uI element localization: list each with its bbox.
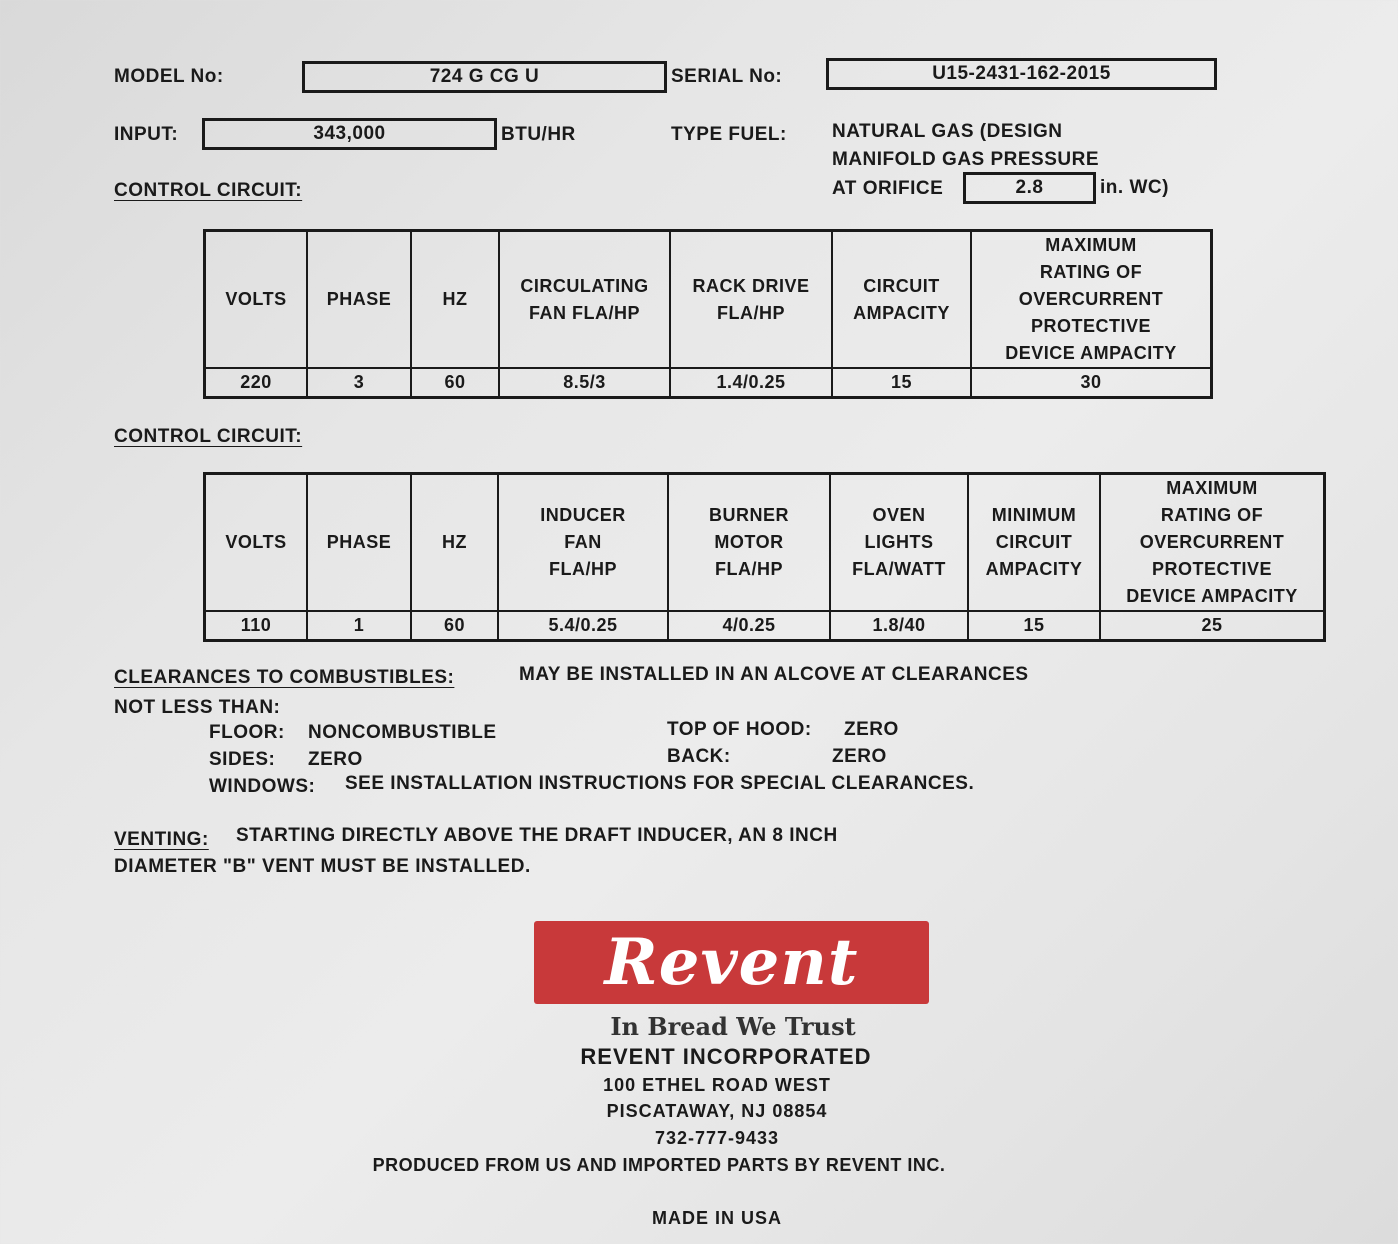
phone-number: 732-777-9433 <box>654 1128 780 1148</box>
circuit1-header: MAXIMUM RATING OF OVERCURRENT PROTECTIVE DEVICE AMPACITY <box>971 231 1212 369</box>
circuit2-table <box>203 472 1326 642</box>
circuit2-header: MAXIMUM RATING OF OVERCURRENT PROTECTIVE DEVICE AMPACITY <box>1100 474 1325 612</box>
serial-value-box <box>826 58 1217 90</box>
circuit1-header: CIRCUIT AMPACITY <box>832 231 971 369</box>
circuit2-header: INDUCER FAN FLA/HP <box>498 474 668 612</box>
circuit1-header: HZ <box>411 231 499 369</box>
address-line-2: PISCATAWAY, NJ 08854 <box>606 1101 828 1121</box>
top-of-hood-value: ZERO <box>844 719 899 740</box>
pressure-unit: in. WC) <box>1100 177 1169 198</box>
pressure-value-box <box>963 172 1096 204</box>
revent-logo <box>534 921 929 1004</box>
clearances-text-1: MAY BE INSTALLED IN AN ALCOVE AT CLEARANCES <box>519 664 1029 685</box>
model-label: MODEL No: <box>114 66 224 87</box>
tagline: In Bread We Trust <box>610 1012 856 1041</box>
circuit2-value: 1.8/40 <box>830 611 968 641</box>
circuit1-value: 30 <box>971 368 1212 398</box>
address-line-1: 100 ETHEL ROAD WEST <box>603 1075 831 1095</box>
circuit2-value: 1 <box>307 611 411 641</box>
top-of-hood-label: TOP OF HOOD: <box>667 719 812 740</box>
floor-label: FLOOR: <box>209 722 285 743</box>
clearances-heading: CLEARANCES TO COMBUSTIBLES: <box>114 667 455 688</box>
fuel-line-2: MANIFOLD GAS PRESSURE <box>832 149 1100 170</box>
model-value: 724 G CG U <box>429 66 540 87</box>
circuit2-header: HZ <box>411 474 498 612</box>
sides-value: ZERO <box>308 749 363 770</box>
venting-heading: VENTING: <box>114 829 209 850</box>
circuit2-header: BURNER MOTOR FLA/HP <box>668 474 830 612</box>
circuit2-header: VOLTS <box>205 474 308 612</box>
circuit1-header: PHASE <box>307 231 411 369</box>
venting-text-1: STARTING DIRECTLY ABOVE THE DRAFT INDUCER, AN 8 INCH <box>236 825 838 846</box>
fuel-line-1: NATURAL GAS (DESIGN <box>832 121 1063 142</box>
floor-value: NONCOMBUSTIBLE <box>308 722 497 743</box>
pressure-value: 2.8 <box>1015 177 1044 198</box>
model-value-box <box>302 61 667 93</box>
circuit1-value: 1.4/0.25 <box>670 368 832 398</box>
circuit2-header: MINIMUM CIRCUIT AMPACITY <box>968 474 1100 612</box>
circuit2-header: OVEN LIGHTS FLA/WATT <box>830 474 968 612</box>
circuit1-header: CIRCULATING FAN FLA/HP <box>499 231 670 369</box>
circuit1-table <box>203 229 1213 399</box>
serial-value: U15-2431-162-2015 <box>932 63 1111 84</box>
revent-logo-text: Revent <box>604 925 859 1000</box>
circuit1-value: 8.5/3 <box>499 368 670 398</box>
input-unit: BTU/HR <box>501 124 576 145</box>
back-value: ZERO <box>832 746 887 767</box>
fuel-line-3: AT ORIFICE <box>832 178 944 199</box>
circuit2-value: 110 <box>205 611 308 641</box>
circuit1-title: CONTROL CIRCUIT: <box>114 180 303 201</box>
circuit2-value: 4/0.25 <box>668 611 830 641</box>
windows-label: WINDOWS: <box>209 776 316 797</box>
circuit2-header: PHASE <box>307 474 411 612</box>
sides-label: SIDES: <box>209 749 276 770</box>
serial-label: SERIAL No: <box>671 66 783 87</box>
windows-value: SEE INSTALLATION INSTRUCTIONS FOR SPECIAL CLEARANCES. <box>345 773 975 794</box>
venting-text-2: DIAMETER "B" VENT MUST BE INSTALLED. <box>114 856 531 877</box>
circuit2-value: 25 <box>1100 611 1325 641</box>
back-label: BACK: <box>667 746 731 767</box>
input-label: INPUT: <box>114 124 179 145</box>
circuit1-value: 15 <box>832 368 971 398</box>
circuit1-value: 60 <box>411 368 499 398</box>
made-in-usa: MADE IN USA <box>651 1208 782 1228</box>
circuit2-title: CONTROL CIRCUIT: <box>114 426 303 447</box>
circuit2-value: 5.4/0.25 <box>498 611 668 641</box>
circuit1-header: VOLTS <box>205 231 308 369</box>
clearances-text-2: NOT LESS THAN: <box>114 697 281 718</box>
circuit1-value: 3 <box>307 368 411 398</box>
circuit2-value: 15 <box>968 611 1100 641</box>
input-value-box <box>202 118 497 150</box>
circuit1-value: 220 <box>205 368 308 398</box>
circuit1-header: RACK DRIVE FLA/HP <box>670 231 832 369</box>
input-value: 343,000 <box>313 123 386 144</box>
company-name: REVENT INCORPORATED <box>580 1044 872 1069</box>
circuit2-value: 60 <box>411 611 498 641</box>
produced-note: PRODUCED FROM US AND IMPORTED PARTS BY REVENT INC. <box>372 1155 946 1175</box>
fuel-label: TYPE FUEL: <box>671 124 787 145</box>
